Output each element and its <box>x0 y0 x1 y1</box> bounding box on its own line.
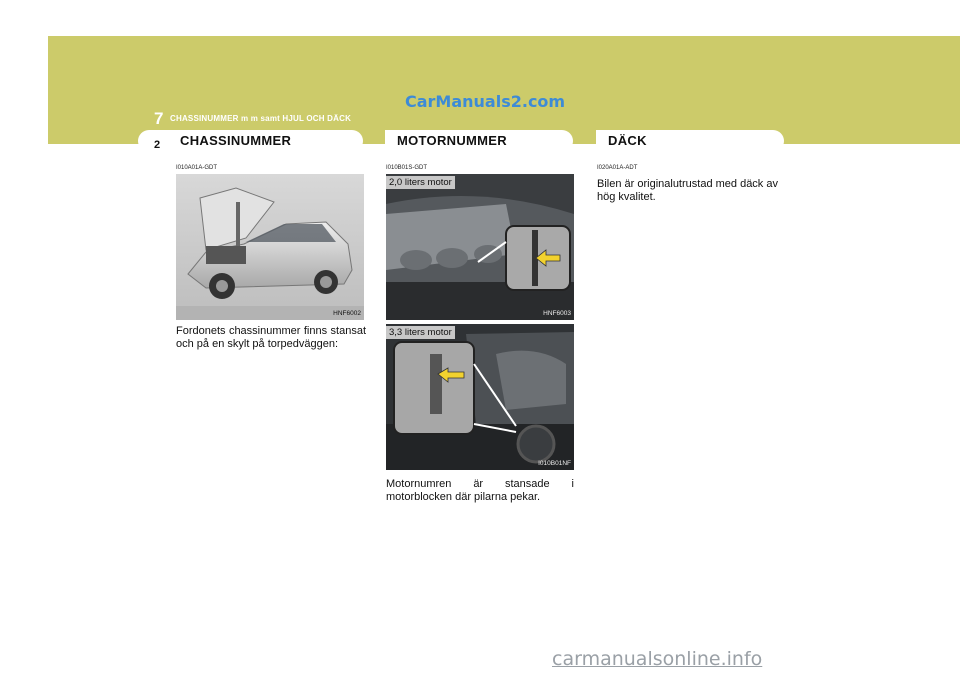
chapter-title: CHASSINUMMER m m samt HJUL OCH DÄCK <box>170 114 352 123</box>
car-illustration <box>176 174 364 320</box>
page-number: 2 <box>154 139 161 151</box>
ref-code-chassinummer: I010A01A-GDT <box>176 165 218 171</box>
header-band <box>48 36 960 144</box>
chassinummer-text: Fordonets chassinummer finns stansat och på en skylt på torpedväggen: <box>176 325 366 350</box>
img-code-engine-3-3: I010B01NF <box>538 460 571 467</box>
car-photo <box>176 174 364 320</box>
ref-code-dack: I020A01A-ADT <box>597 165 638 171</box>
tab-chassinummer-label: CHASSINUMMER <box>180 133 292 148</box>
engine-photo-2-0 <box>386 174 574 320</box>
caption-3-3-motor: 3,3 liters motor <box>386 326 455 339</box>
caption-2-0-motor: 2,0 liters motor <box>386 176 455 189</box>
motornummer-text: Motornumren är stansade i motorblocken där pilarna pekar. <box>386 478 574 503</box>
engine-photo-3-3 <box>386 324 574 470</box>
tab-dack-label: DÄCK <box>608 133 647 148</box>
tab-motornummer-label: MOTORNUMMER <box>397 133 507 148</box>
ref-code-motornummer: I010B01S-GDT <box>386 165 428 171</box>
chapter-number: 7 <box>154 109 164 128</box>
tab-dack <box>596 130 784 152</box>
page-number-notch <box>138 130 168 152</box>
img-code-car: HNF6002 <box>333 310 361 317</box>
site-watermark-link[interactable]: CarManuals2.com <box>405 92 566 111</box>
tab-motornummer <box>385 130 573 152</box>
img-code-engine-2-0: HNF6003 <box>543 310 571 317</box>
engine-2-0-illustration <box>386 174 574 320</box>
tab-chassinummer <box>168 130 363 152</box>
footer-site-link[interactable]: carmanualsonline.info <box>552 648 763 670</box>
dack-text: Bilen är originalutrustad med däck av hög kvalitet. <box>597 178 778 203</box>
engine-3-3-illustration <box>386 324 574 470</box>
